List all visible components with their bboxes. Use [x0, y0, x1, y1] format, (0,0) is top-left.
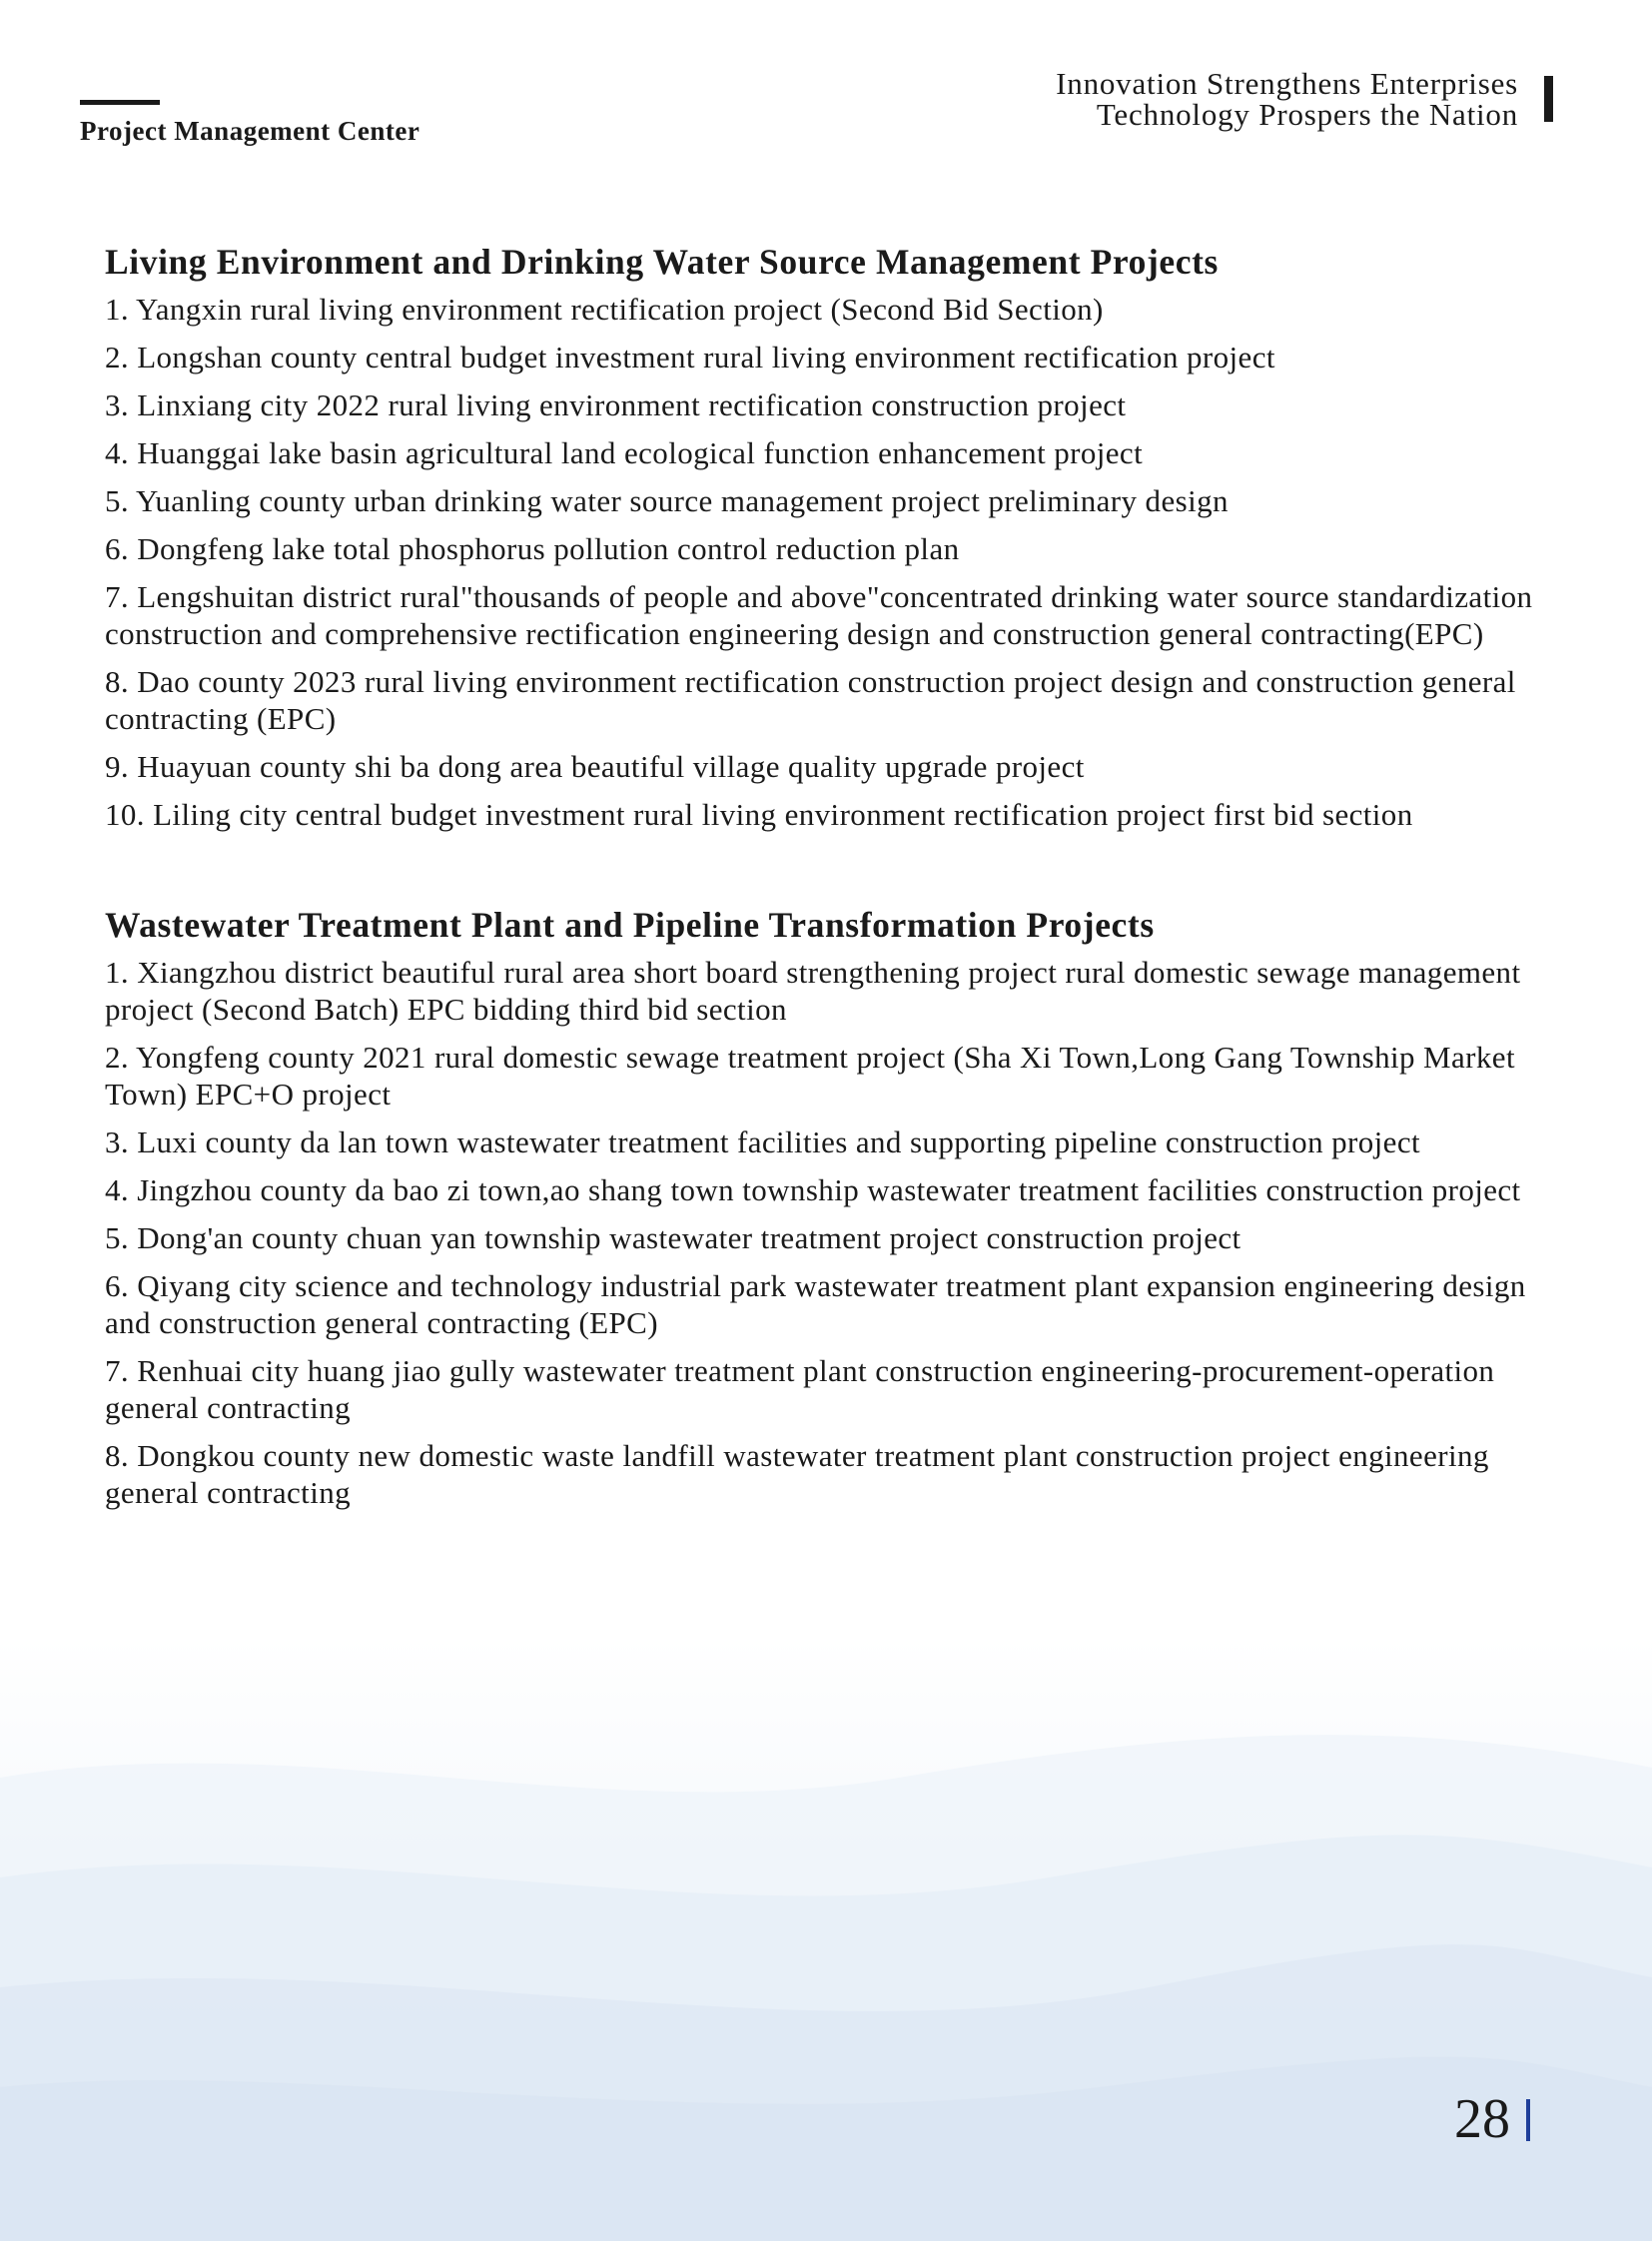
- section-title: Living Environment and Drinking Water Source Management Projects: [105, 242, 1219, 282]
- header-rule: [80, 100, 160, 105]
- list-item: 7. Renhuai city huang jiao gully wastewater treatment plant construction engineering-procurement-operation general contracting: [105, 1353, 1495, 1425]
- list-item: 8. Dongkou county new domestic waste landfill wastewater treatment plant construction project engineering general contracting: [105, 1438, 1489, 1510]
- list-item: 2. Longshan county central budget investment rural living environment rectification project: [105, 340, 1275, 374]
- header-left-title: Project Management Center: [80, 116, 420, 146]
- section-wastewater: [105, 903, 1543, 1511]
- list-item: 2. Yongfeng county 2021 rural domestic sewage treatment project (Sha Xi Town,Long Gang Township Market Town) EPC+O project: [105, 1040, 1515, 1112]
- list-item: 5. Dong'an county chuan yan township wastewater treatment project construction project: [105, 1220, 1241, 1255]
- list-item: 8. Dao county 2023 rural living environment rectification construction project design and construction general contracting (EPC): [105, 664, 1516, 736]
- header-accent-bar: [1544, 76, 1553, 122]
- list-item: 7. Lengshuitan district rural"thousands of people and above"concentrated drinking water source standardization construction and comprehensive rectification engineering design and construction general contracting(EPC): [105, 579, 1533, 651]
- list-item: 4. Jingzhou county da bao zi town,ao shang town township wastewater treatment facilities construction project: [105, 1172, 1521, 1207]
- list-item: 6. Qiyang city science and technology industrial park wastewater treatment plant expansion engineering design and construction general contracting (EPC): [105, 1268, 1526, 1340]
- list-item: 9. Huayuan county shi ba dong area beautiful village quality upgrade project: [105, 749, 1085, 784]
- section-living-environment: [105, 240, 1543, 833]
- header-slogan: [1056, 68, 1518, 130]
- list-item: 4. Huanggai lake basin agricultural land ecological function enhancement project: [105, 435, 1144, 470]
- section-title: Wastewater Treatment Plant and Pipeline Transformation Projects: [105, 905, 1155, 945]
- list-item: 3. Luxi county da lan town wastewater treatment facilities and supporting pipeline construction project: [105, 1124, 1420, 1159]
- project-list: [105, 291, 1543, 833]
- main-content: [105, 240, 1543, 1581]
- list-item: 6. Dongfeng lake total phosphorus pollution control reduction plan: [105, 531, 960, 566]
- page-number: 28: [1454, 2088, 1510, 2150]
- list-item: 10. Liling city central budget investment rural living environment rectification project first bid section: [105, 797, 1413, 832]
- list-item: 1. Yangxin rural living environment rectification project (Second Bid Section): [105, 292, 1104, 327]
- page-number-bar: [1526, 2099, 1530, 2141]
- project-list: [105, 954, 1543, 1511]
- slogan-line-1: Innovation Strengthens Enterprises: [1056, 66, 1518, 101]
- list-item: 3. Linxiang city 2022 rural living environment rectification construction project: [105, 387, 1127, 422]
- list-item: 1. Xiangzhou district beautiful rural area short board strengthening project rural domestic sewage management project (Second Batch) EPC bidding third bid section: [105, 955, 1521, 1027]
- list-item: 5. Yuanling county urban drinking water source management project preliminary design: [105, 483, 1229, 518]
- slogan-line-2: Technology Prospers the Nation: [1096, 97, 1518, 132]
